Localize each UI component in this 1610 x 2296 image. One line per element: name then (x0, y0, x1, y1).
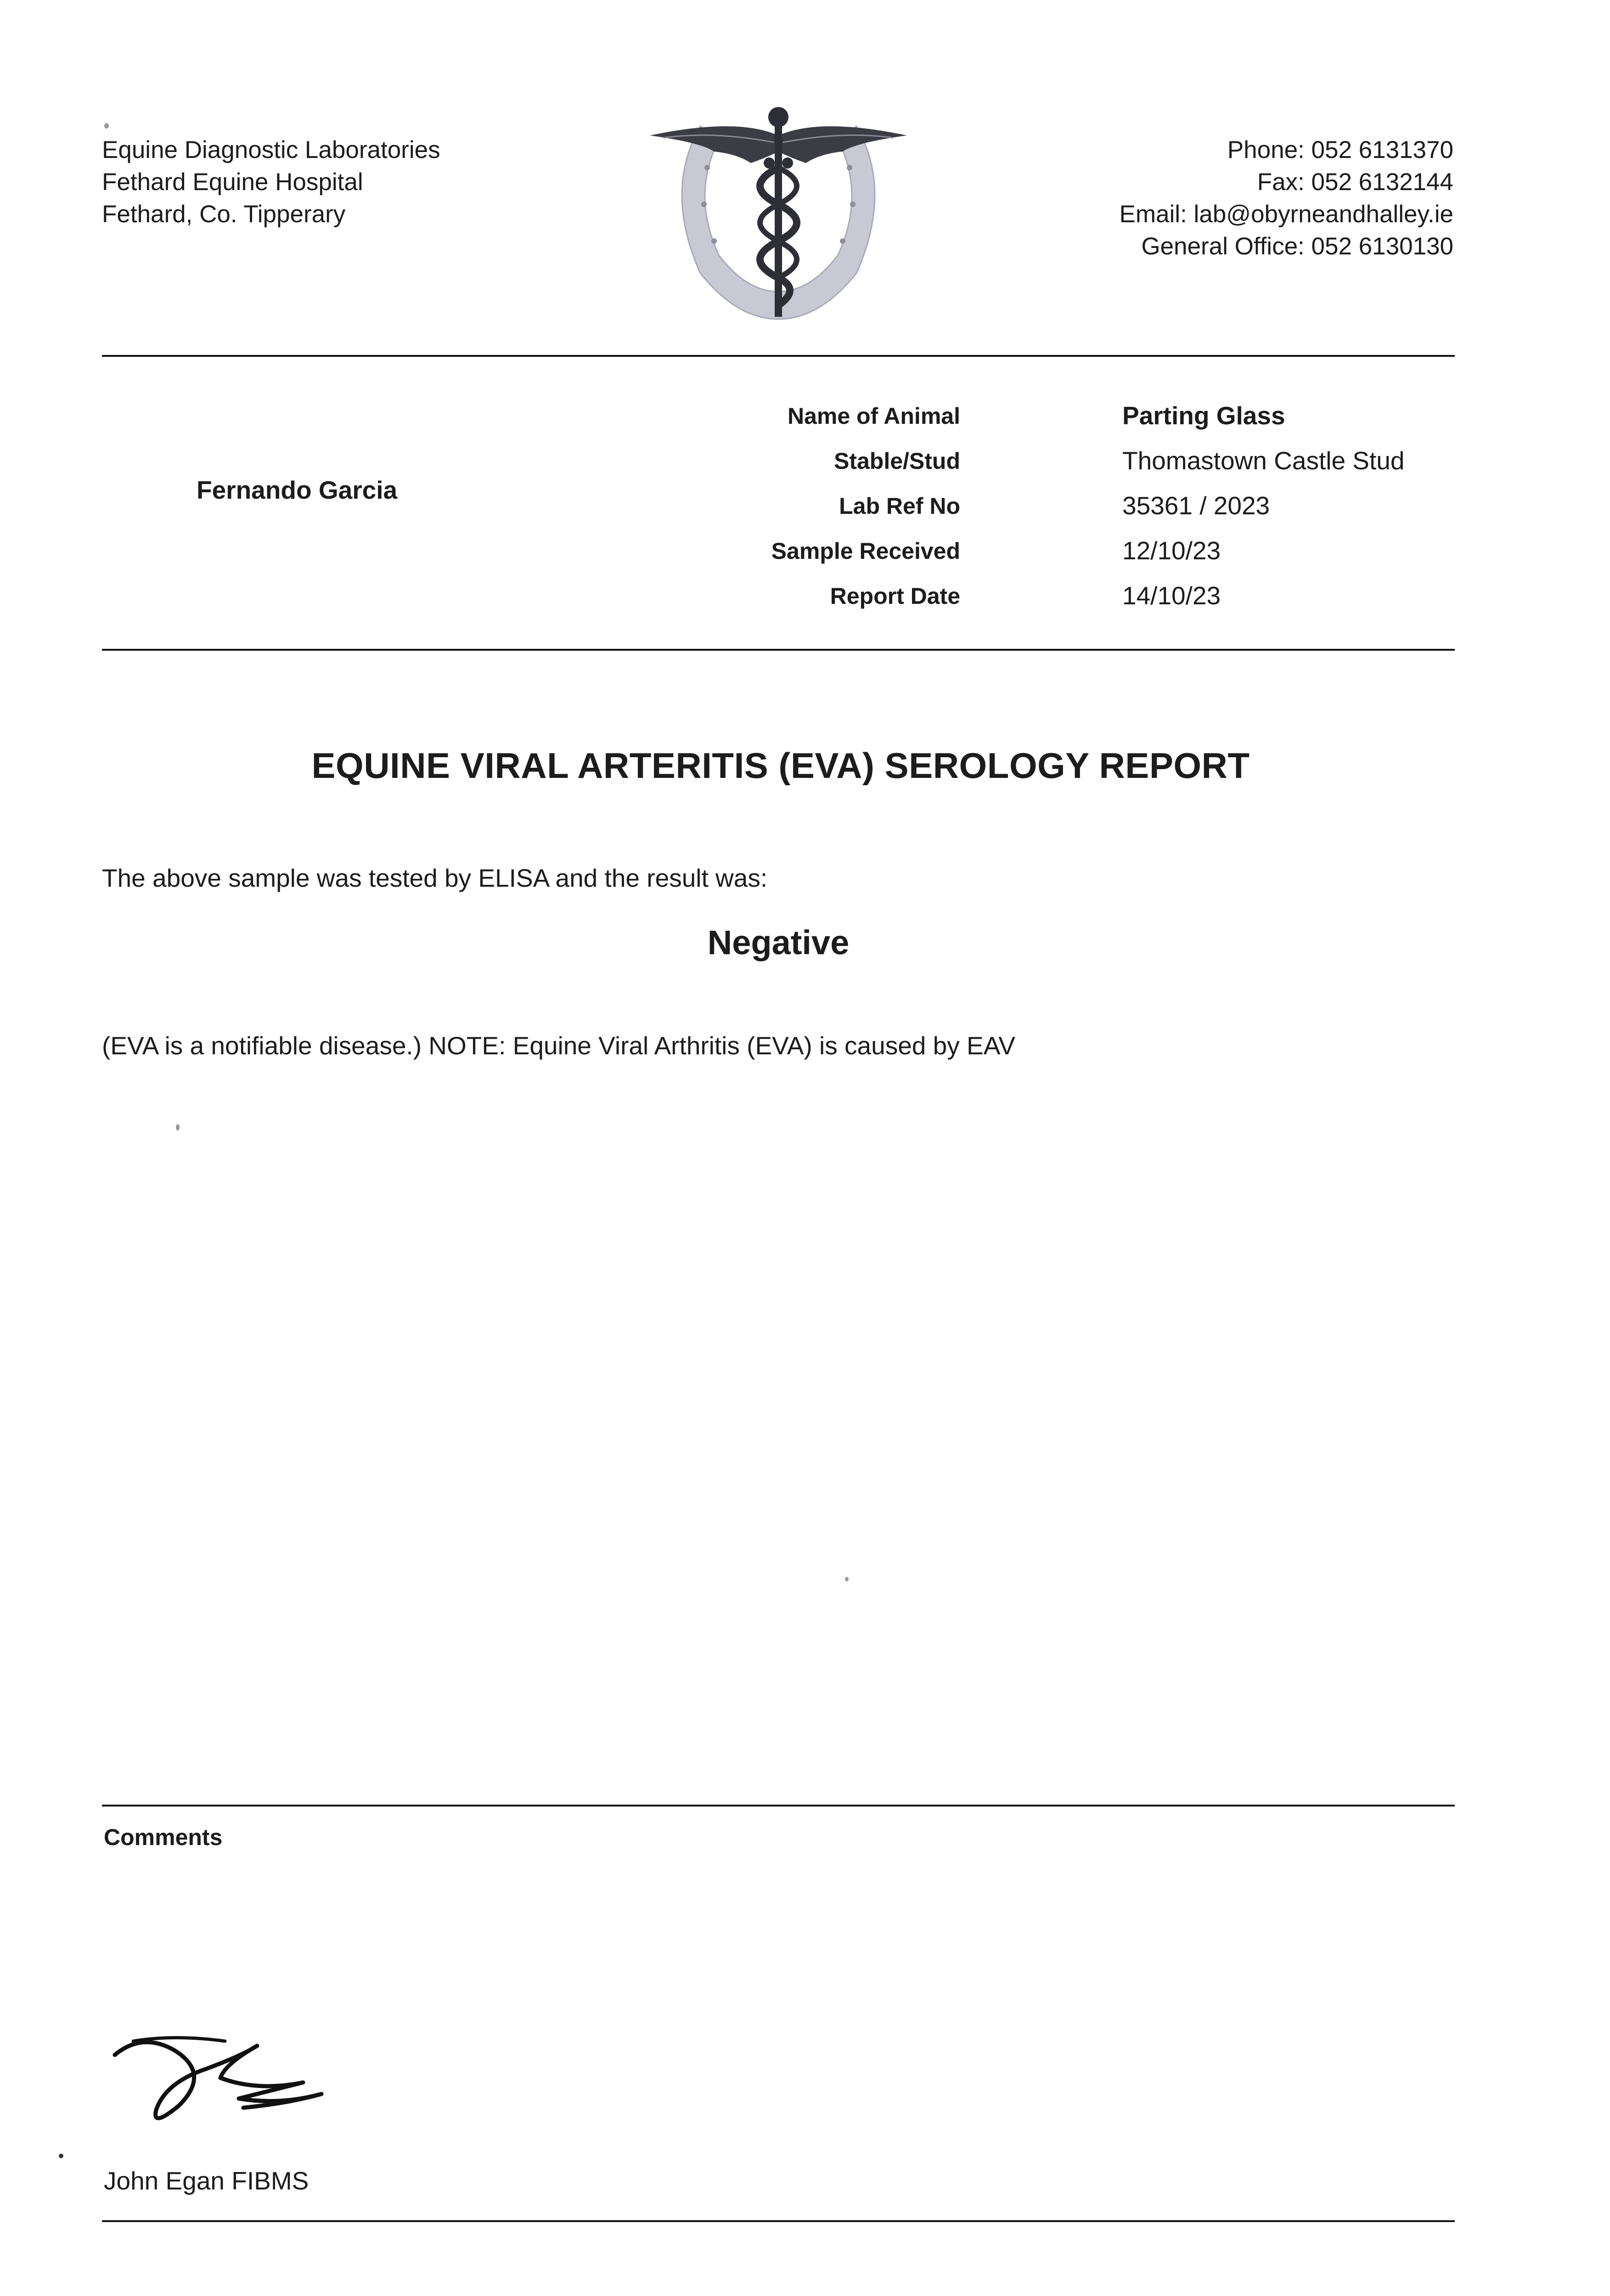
detail-row-sample-received (771, 532, 1460, 577)
scan-speck (845, 1577, 849, 1581)
detail-row-lab-ref (839, 487, 1460, 532)
signatory-name: John Egan FIBMS (104, 2167, 309, 2195)
detail-value: Parting Glass (1122, 401, 1285, 430)
scan-speck (176, 1124, 180, 1131)
header-divider (102, 355, 1455, 357)
lab-address-line: Fethard Equine Hospital (102, 169, 363, 196)
scan-speck (104, 123, 109, 129)
detail-value: 12/10/23 (1122, 536, 1221, 565)
footer-divider (102, 2220, 1455, 2222)
lab-general-office: General Office: 052 6130130 (1141, 233, 1453, 260)
report-result: Negative (707, 923, 850, 962)
lab-contact (1119, 134, 1453, 263)
client-name: Fernando Garcia (197, 476, 398, 504)
lab-address (102, 134, 440, 231)
lab-address-line: Fethard, Co. Tipperary (102, 201, 346, 228)
lab-address-line: Equine Diagnostic Laboratories (102, 136, 440, 163)
caduceus-horseshoe-logo-icon (645, 99, 912, 328)
report-title: EQUINE VIRAL ARTERITIS (EVA) SEROLOGY REPORT (311, 745, 1250, 786)
detail-value: 35361 / 2023 (1122, 491, 1270, 520)
lab-phone: Phone: 052 6131370 (1227, 136, 1453, 163)
detail-label: Lab Ref No (839, 493, 960, 519)
scan-speck (59, 2154, 63, 2158)
comments-label: Comments (104, 1824, 223, 1850)
detail-row-animal (787, 397, 1460, 442)
detail-row-stable (833, 442, 1460, 487)
detail-label: Sample Received (771, 538, 960, 564)
report-intro: The above sample was tested by ELISA and the result was: (102, 864, 768, 892)
detail-label: Stable/Stud (833, 448, 960, 474)
detail-value: 14/10/23 (1122, 581, 1221, 610)
handwritten-signature-icon (106, 2014, 344, 2133)
lab-fax: Fax: 052 6132144 (1257, 169, 1453, 196)
lab-email: Email: lab@obyrneandhalley.ie (1119, 201, 1453, 228)
detail-label: Name of Animal (787, 403, 960, 429)
detail-value: Thomastown Castle Stud (1122, 446, 1405, 475)
detail-label: Report Date (830, 583, 960, 609)
report-note: (EVA is a notifiable disease.) NOTE: Equine Viral Arthritis (EVA) is caused by EAV (102, 1031, 1015, 1060)
comments-divider (102, 1805, 1455, 1806)
details-divider (102, 649, 1455, 651)
detail-row-report-date (830, 577, 1460, 622)
